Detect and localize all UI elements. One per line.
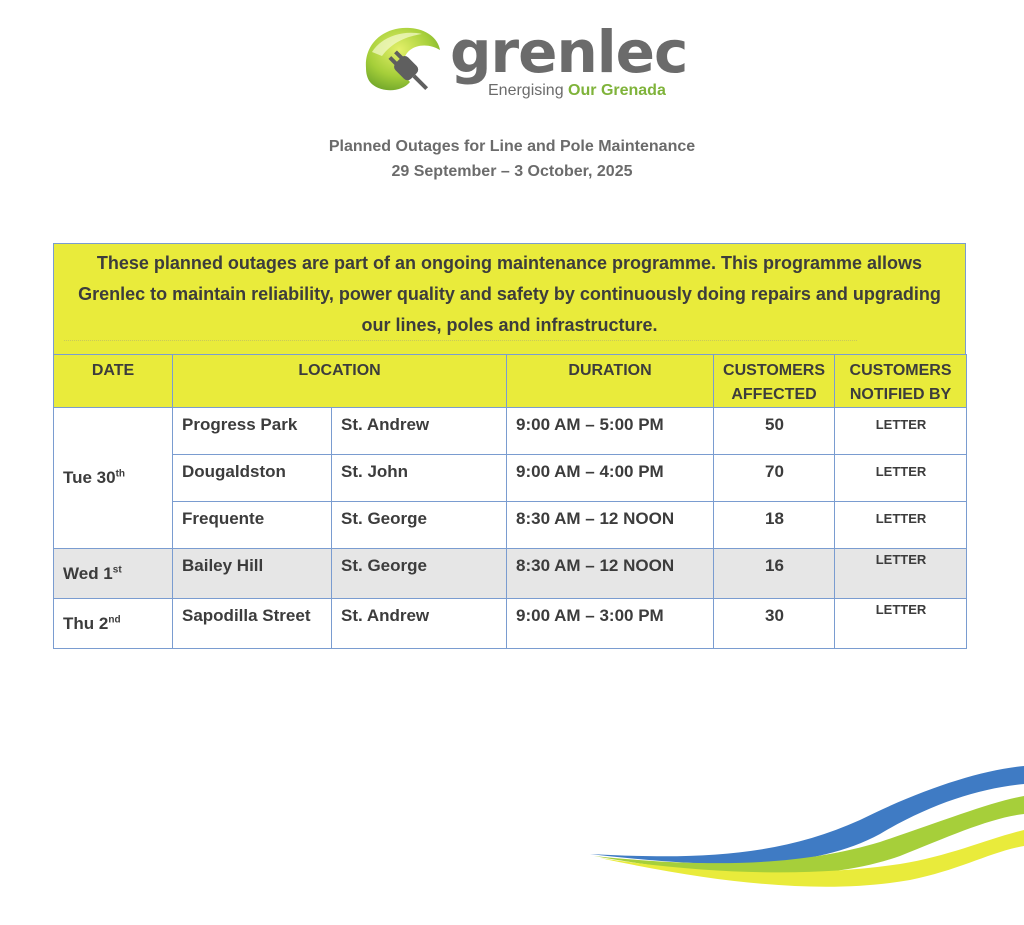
intro-banner	[53, 243, 966, 354]
area-cell: Dougaldston	[173, 455, 332, 502]
date-suffix: th	[115, 468, 126, 480]
area-cell: Progress Park	[173, 408, 332, 455]
duration-cell: 9:00 AM – 4:00 PM	[507, 455, 714, 502]
table-header-row	[54, 355, 967, 408]
parish-cell: St. George	[332, 502, 507, 549]
customers-cell: 18	[714, 502, 835, 549]
outage-table	[53, 354, 967, 649]
header-affected-line1: CUSTOMERS	[723, 362, 825, 379]
header-customers-affected	[714, 355, 835, 408]
page-title: Planned Outages for Line and Pole Maintenance	[328, 138, 696, 155]
date-cell	[54, 549, 173, 599]
date-suffix: nd	[108, 613, 121, 625]
area-cell: Frequente	[173, 502, 332, 549]
date-suffix: st	[112, 563, 122, 575]
duration-cell: 8:30 AM – 12 NOON	[507, 549, 714, 599]
area-cell: Bailey Hill	[173, 549, 332, 599]
dotted-divider	[64, 340, 857, 341]
date-day: Tue 30	[63, 468, 116, 487]
customers-cell: 30	[714, 599, 835, 649]
date-cell	[54, 408, 173, 549]
date-range: 29 September – 3 October, 2025	[391, 163, 633, 180]
customers-cell: 50	[714, 408, 835, 455]
logo-tagline-accent: Our Grenada	[568, 82, 666, 99]
leaf-plug-logo-icon	[360, 22, 444, 106]
notified-cell: LETTER	[835, 502, 967, 549]
customers-cell: 16	[714, 549, 835, 599]
parish-cell: St. George	[332, 549, 507, 599]
notified-cell: LETTER	[835, 599, 967, 649]
date-day: Thu 2	[63, 613, 109, 633]
table-row	[54, 455, 967, 502]
header-notified-line2: NOTIFIED BY	[849, 386, 952, 403]
header-location: LOCATION	[173, 355, 507, 408]
date-day: Wed 1	[63, 563, 113, 583]
area-cell: Sapodilla Street	[173, 599, 332, 649]
customers-cell: 70	[714, 455, 835, 502]
duration-cell: 9:00 AM – 3:00 PM	[507, 599, 714, 649]
table-row	[54, 549, 967, 599]
wave-swoosh-icon	[580, 760, 1024, 900]
grenlec-logo	[360, 18, 688, 112]
intro-text: These planned outages are part of an ongoing maintenance programme. This programme allows Grenlec to maintain reliability, power quality and safety by continuously doing repairs and upgrading our lines, poles and infrastructure.	[78, 253, 941, 335]
duration-cell: 9:00 AM – 5:00 PM	[507, 408, 714, 455]
table-row	[54, 599, 967, 649]
logo-tagline	[488, 82, 666, 100]
header-notified-line1: CUSTOMERS	[849, 362, 952, 379]
parish-cell: St. Andrew	[332, 408, 507, 455]
header-affected-line2: AFFECTED	[731, 386, 817, 403]
header-customers-notified	[835, 355, 967, 408]
header-date: DATE	[54, 355, 173, 408]
table-row	[54, 502, 967, 549]
date-cell	[54, 599, 173, 649]
logo-wordmark: grenlec	[450, 18, 688, 86]
header-duration: DURATION	[507, 355, 714, 408]
table-row	[54, 408, 967, 455]
parish-cell: St. John	[332, 455, 507, 502]
logo-tagline-prefix: Energising	[488, 82, 569, 99]
notified-cell: LETTER	[835, 549, 967, 599]
duration-cell: 8:30 AM – 12 NOON	[507, 502, 714, 549]
parish-cell: St. Andrew	[332, 599, 507, 649]
notified-cell: LETTER	[835, 408, 967, 455]
notified-cell: LETTER	[835, 455, 967, 502]
